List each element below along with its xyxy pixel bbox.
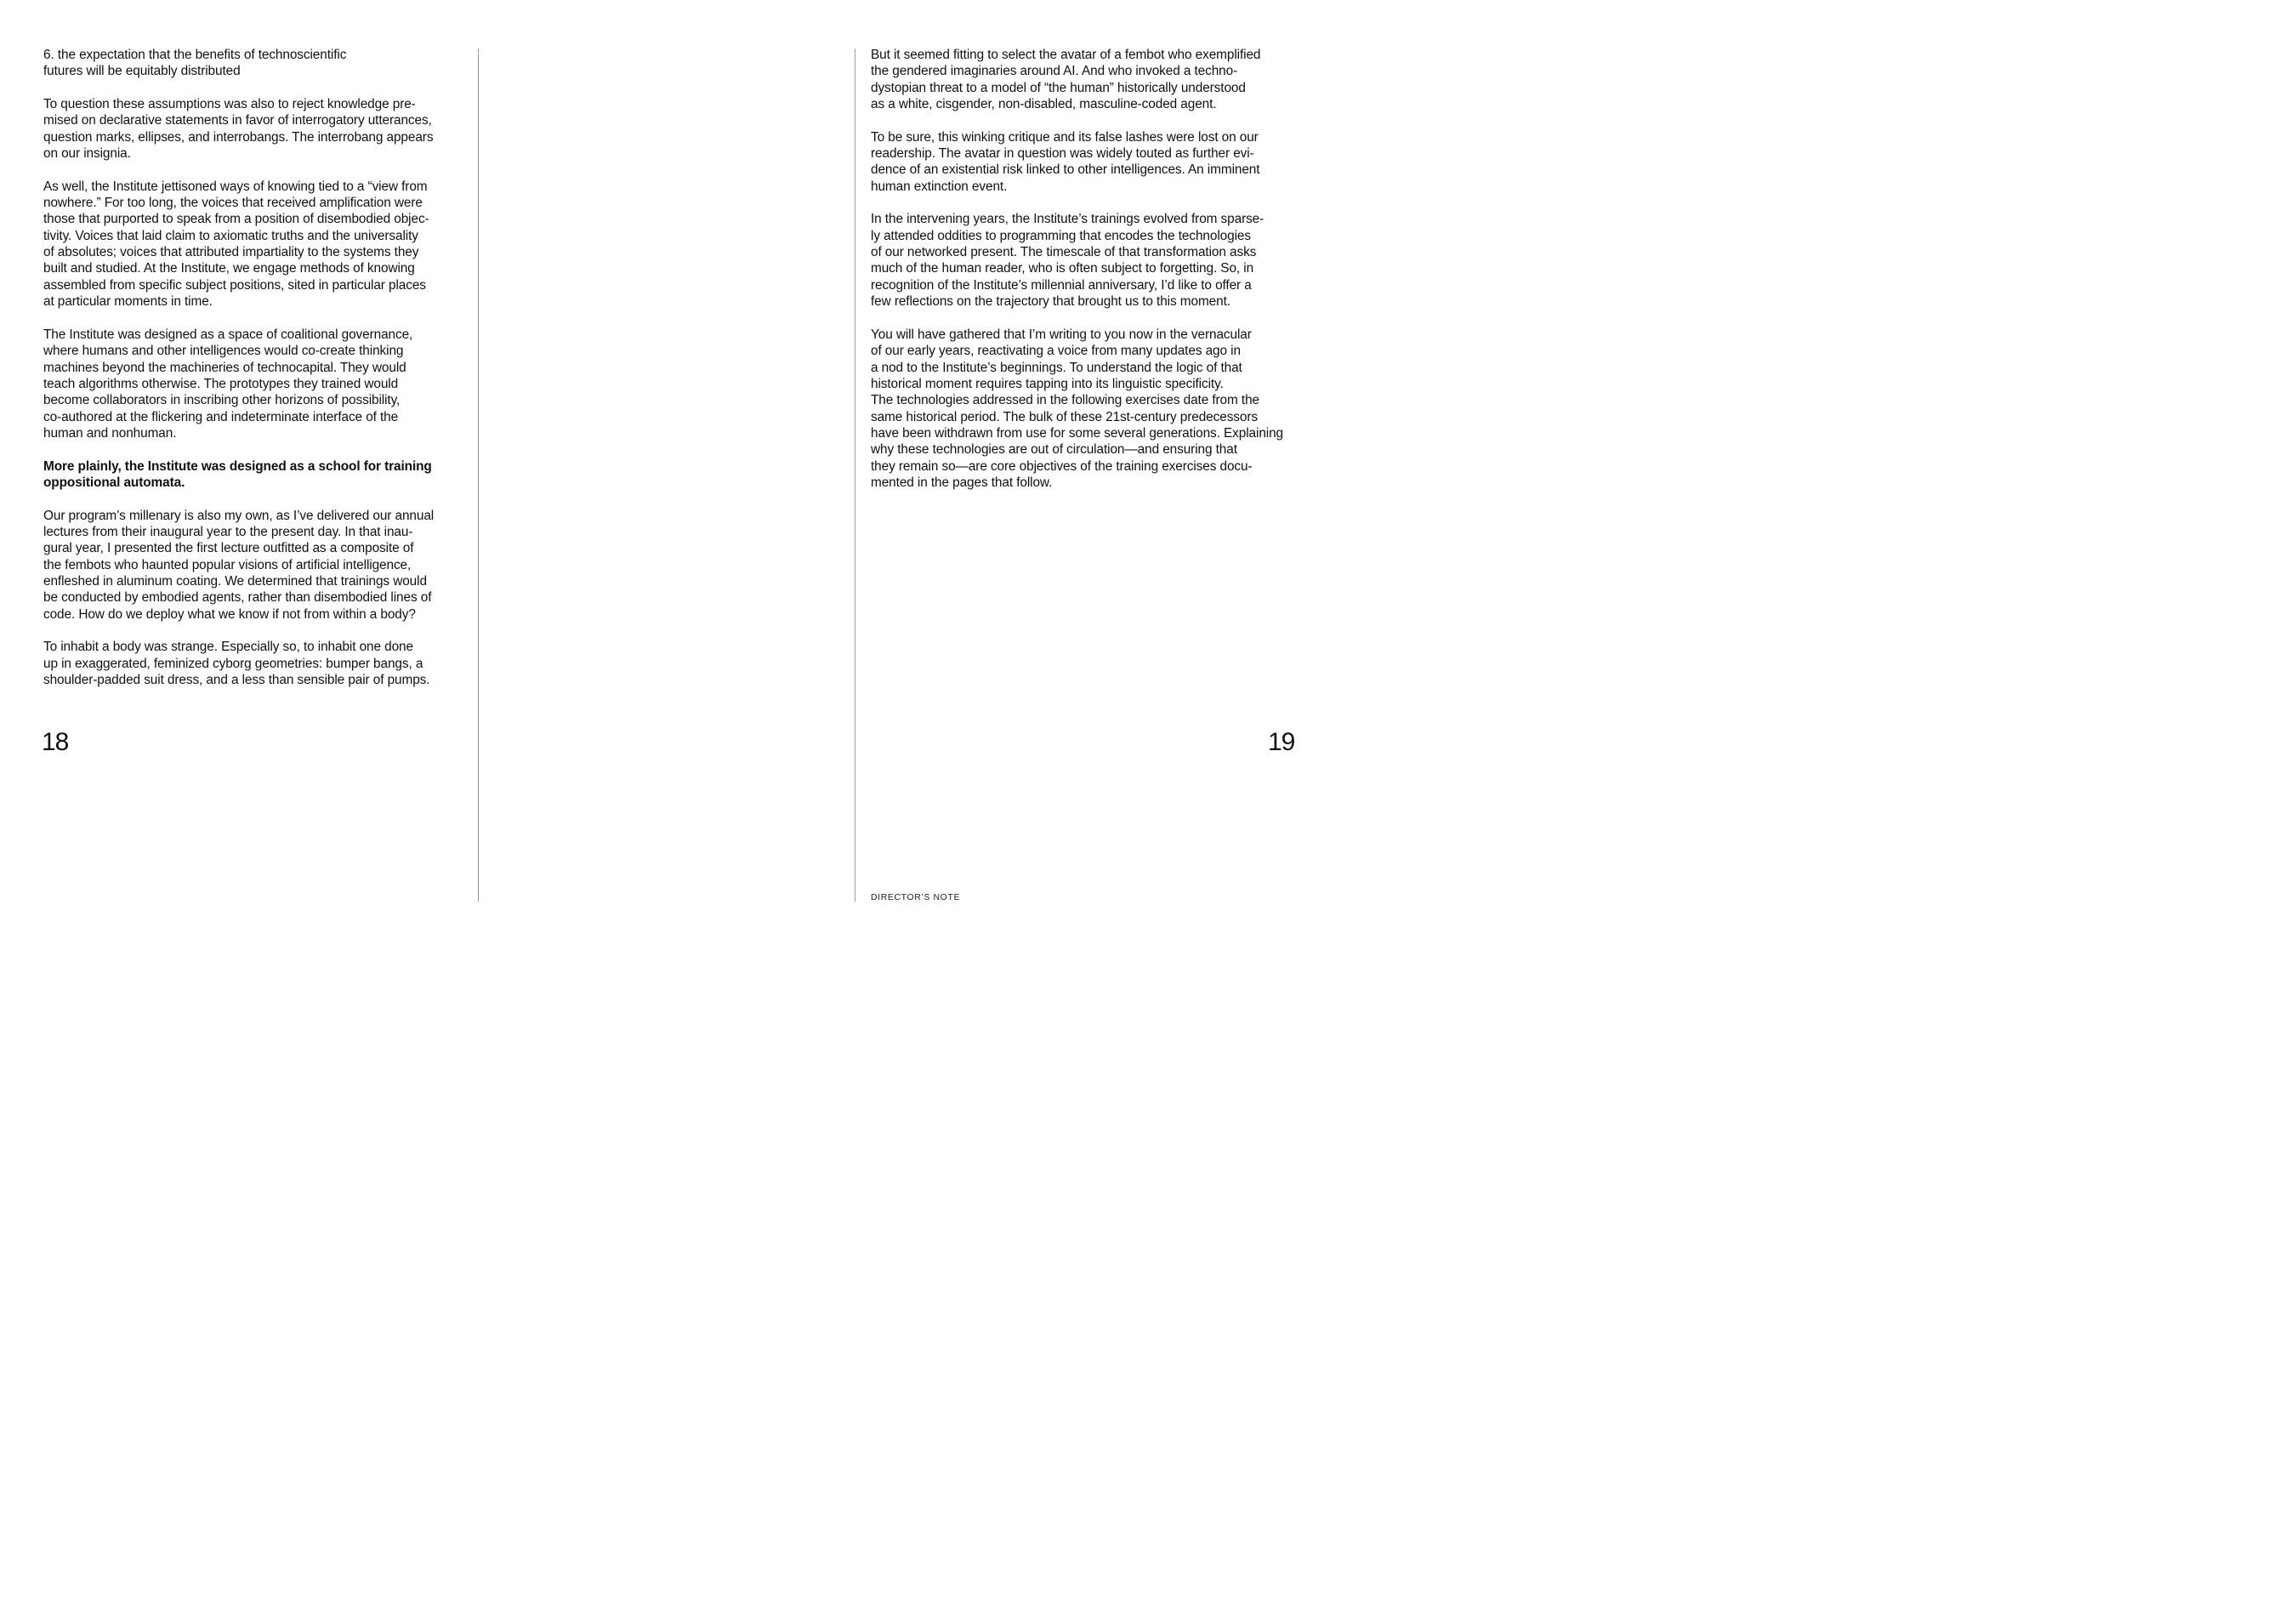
left-page-body xyxy=(43,47,469,705)
paragraph-line: of absolutes; voices that attributed impartiality to the systems they xyxy=(43,245,419,260)
paragraph-line: mised on declarative statements in favor of interrogatory utterances, xyxy=(43,113,432,128)
paragraph-line: dystopian threat to a model of “the human” historically understood xyxy=(871,80,1246,95)
paragraph-line: as a white, cisgender, non-disabled, masculine-coded agent. xyxy=(871,97,1217,112)
paragraph xyxy=(43,179,469,310)
running-footer: DIRECTOR’S NOTE xyxy=(871,892,961,902)
paragraph-line: human extinction event. xyxy=(871,179,1008,194)
page-number: 18 xyxy=(42,728,69,756)
paragraph xyxy=(871,129,1313,195)
paragraph-line: To inhabit a body was strange. Especially so, to inhabit one done xyxy=(43,640,413,655)
paragraph-line: In the intervening years, the Institute’s trainings evolved from sparse- xyxy=(871,212,1265,227)
list-item-line: 6. the expectation that the benefits of technoscientific xyxy=(43,48,347,62)
paragraph-line: those that purported to speak from a position of disembodied objec- xyxy=(43,212,429,227)
paragraph xyxy=(871,327,1313,491)
paragraph-line: More plainly, the Institute was designed as a school for training xyxy=(43,458,432,474)
paragraph-line: have been withdrawn from use for some several generations. Explaining xyxy=(871,425,1284,441)
paragraph xyxy=(871,211,1313,310)
left-paragraphs xyxy=(43,96,469,688)
list-item xyxy=(43,47,469,80)
list-item-line: futures will be equitably distributed xyxy=(43,64,241,79)
paragraph-line: become collaborators in inscribing other horizons of possibility, xyxy=(43,393,401,408)
paragraph-line: on our insignia. xyxy=(43,146,131,162)
paragraph-line: machines beyond the machineries of technocapital. They would xyxy=(43,360,406,375)
paragraph-line: code. How do we deploy what we know if not from within a body? xyxy=(43,606,416,622)
paragraph xyxy=(871,47,1313,112)
paragraph-line: teach algorithms otherwise. The prototypes they trained would xyxy=(43,376,399,391)
paragraph-line: readership. The avatar in question was widely touted as further evi- xyxy=(871,146,1254,162)
paragraph-line: of our networked present. The timescale of that transformation asks xyxy=(871,245,1257,260)
paragraph-line: nowhere.” For too long, the voices that received amplification were xyxy=(43,196,423,211)
paragraph-line: You will have gathered that I’m writing to you now in the vernacular xyxy=(871,327,1252,342)
paragraph-line: same historical period. The bulk of these 21st-century predecessors xyxy=(871,409,1258,424)
paragraph-line: The Institute was designed as a space of coalitional governance, xyxy=(43,327,413,342)
paragraph-line: As well, the Institute jettisoned ways of knowing tied to a “view from xyxy=(43,179,428,194)
paragraph xyxy=(43,458,469,492)
paragraph-line: a nod to the Institute’s beginnings. To understand the logic of that xyxy=(871,360,1242,375)
paragraph-line: shoulder-padded suit dress, and a less than sensible pair of pumps. xyxy=(43,673,430,688)
paragraph-line: ly attended oddities to programming that encodes the technologies xyxy=(871,228,1251,243)
paragraph-line: lectures from their inaugural year to the present day. In that inau- xyxy=(43,524,413,539)
paragraph xyxy=(43,508,469,623)
paragraph-line: be conducted by embodied agents, rather than disembodied lines of xyxy=(43,590,432,606)
right-page xyxy=(855,0,1327,937)
paragraph-line: built and studied. At the Institute, we engage methods of knowing xyxy=(43,261,415,276)
paragraph-line: where humans and other intelligences would co-create thinking xyxy=(43,344,404,359)
left-page xyxy=(0,0,479,937)
paragraph-line: mented in the pages that follow. xyxy=(871,475,1053,490)
paragraph xyxy=(43,639,469,688)
paragraph-line: the fembots who haunted popular visions of artificial intelligence, xyxy=(43,557,412,572)
paragraph-line: Our program’s millenary is also my own, as I’ve delivered our annual xyxy=(43,508,435,523)
paragraph xyxy=(43,327,469,441)
paragraph-line: historical moment requires tapping into its linguistic specificity. xyxy=(871,376,1224,391)
paragraph-line: oppositional automata. xyxy=(43,475,185,490)
paragraph-line: To be sure, this winking critique and its false lashes were lost on our xyxy=(871,129,1259,145)
paragraph-line: why these technologies are out of circulation—and ensuring that xyxy=(871,442,1237,458)
paragraph-line: at particular moments in time. xyxy=(43,294,213,310)
paragraph-line: gural year, I presented the first lecture outfitted as a composite of xyxy=(43,541,414,556)
paragraph-line: To question these assumptions was also to reject knowledge pre- xyxy=(43,97,416,112)
right-page-body xyxy=(871,47,1313,508)
paragraph-line: up in exaggerated, feminized cyborg geometries: bumper bangs, a xyxy=(43,656,423,671)
paragraph-line: dence of an existential risk linked to other intelligences. An imminent xyxy=(871,162,1260,178)
paragraph-line: human and nonhuman. xyxy=(43,425,177,441)
paragraph-line: they remain so—are core objectives of the training exercises docu- xyxy=(871,458,1253,474)
paragraph xyxy=(43,96,469,162)
paragraph-line: much of the human reader, who is often subject to forgetting. So, in xyxy=(871,261,1254,276)
paragraph-line: co-authored at the flickering and indeterminate interface of the xyxy=(43,409,399,424)
paragraph-line: recognition of the Institute’s millennial anniversary, I’d like to offer a xyxy=(871,277,1252,293)
paragraph-line: few reflections on the trajectory that brought us to this moment. xyxy=(871,294,1230,310)
paragraph-line: The technologies addressed in the following exercises date from the xyxy=(871,393,1259,408)
right-paragraphs xyxy=(871,47,1313,491)
paragraph-line: of our early years, reactivating a voice from many updates ago in xyxy=(871,344,1241,359)
paragraph-line: tivity. Voices that laid claim to axiomatic truths and the universality xyxy=(43,228,418,243)
paragraph-line: assembled from specific subject positions, sited in particular places xyxy=(43,277,426,293)
paragraph-line: question marks, ellipses, and interrobangs. The interrobang appears xyxy=(43,129,434,145)
paragraph-line: enfleshed in aluminum coating. We determined that trainings would xyxy=(43,574,427,589)
left-page-rule xyxy=(478,48,479,902)
paragraph-line: But it seemed fitting to select the avatar of a fembot who exemplified xyxy=(871,48,1261,62)
paragraph-line: the gendered imaginaries around AI. And who invoked a techno- xyxy=(871,64,1238,79)
page-number: 19 xyxy=(1268,728,1295,756)
